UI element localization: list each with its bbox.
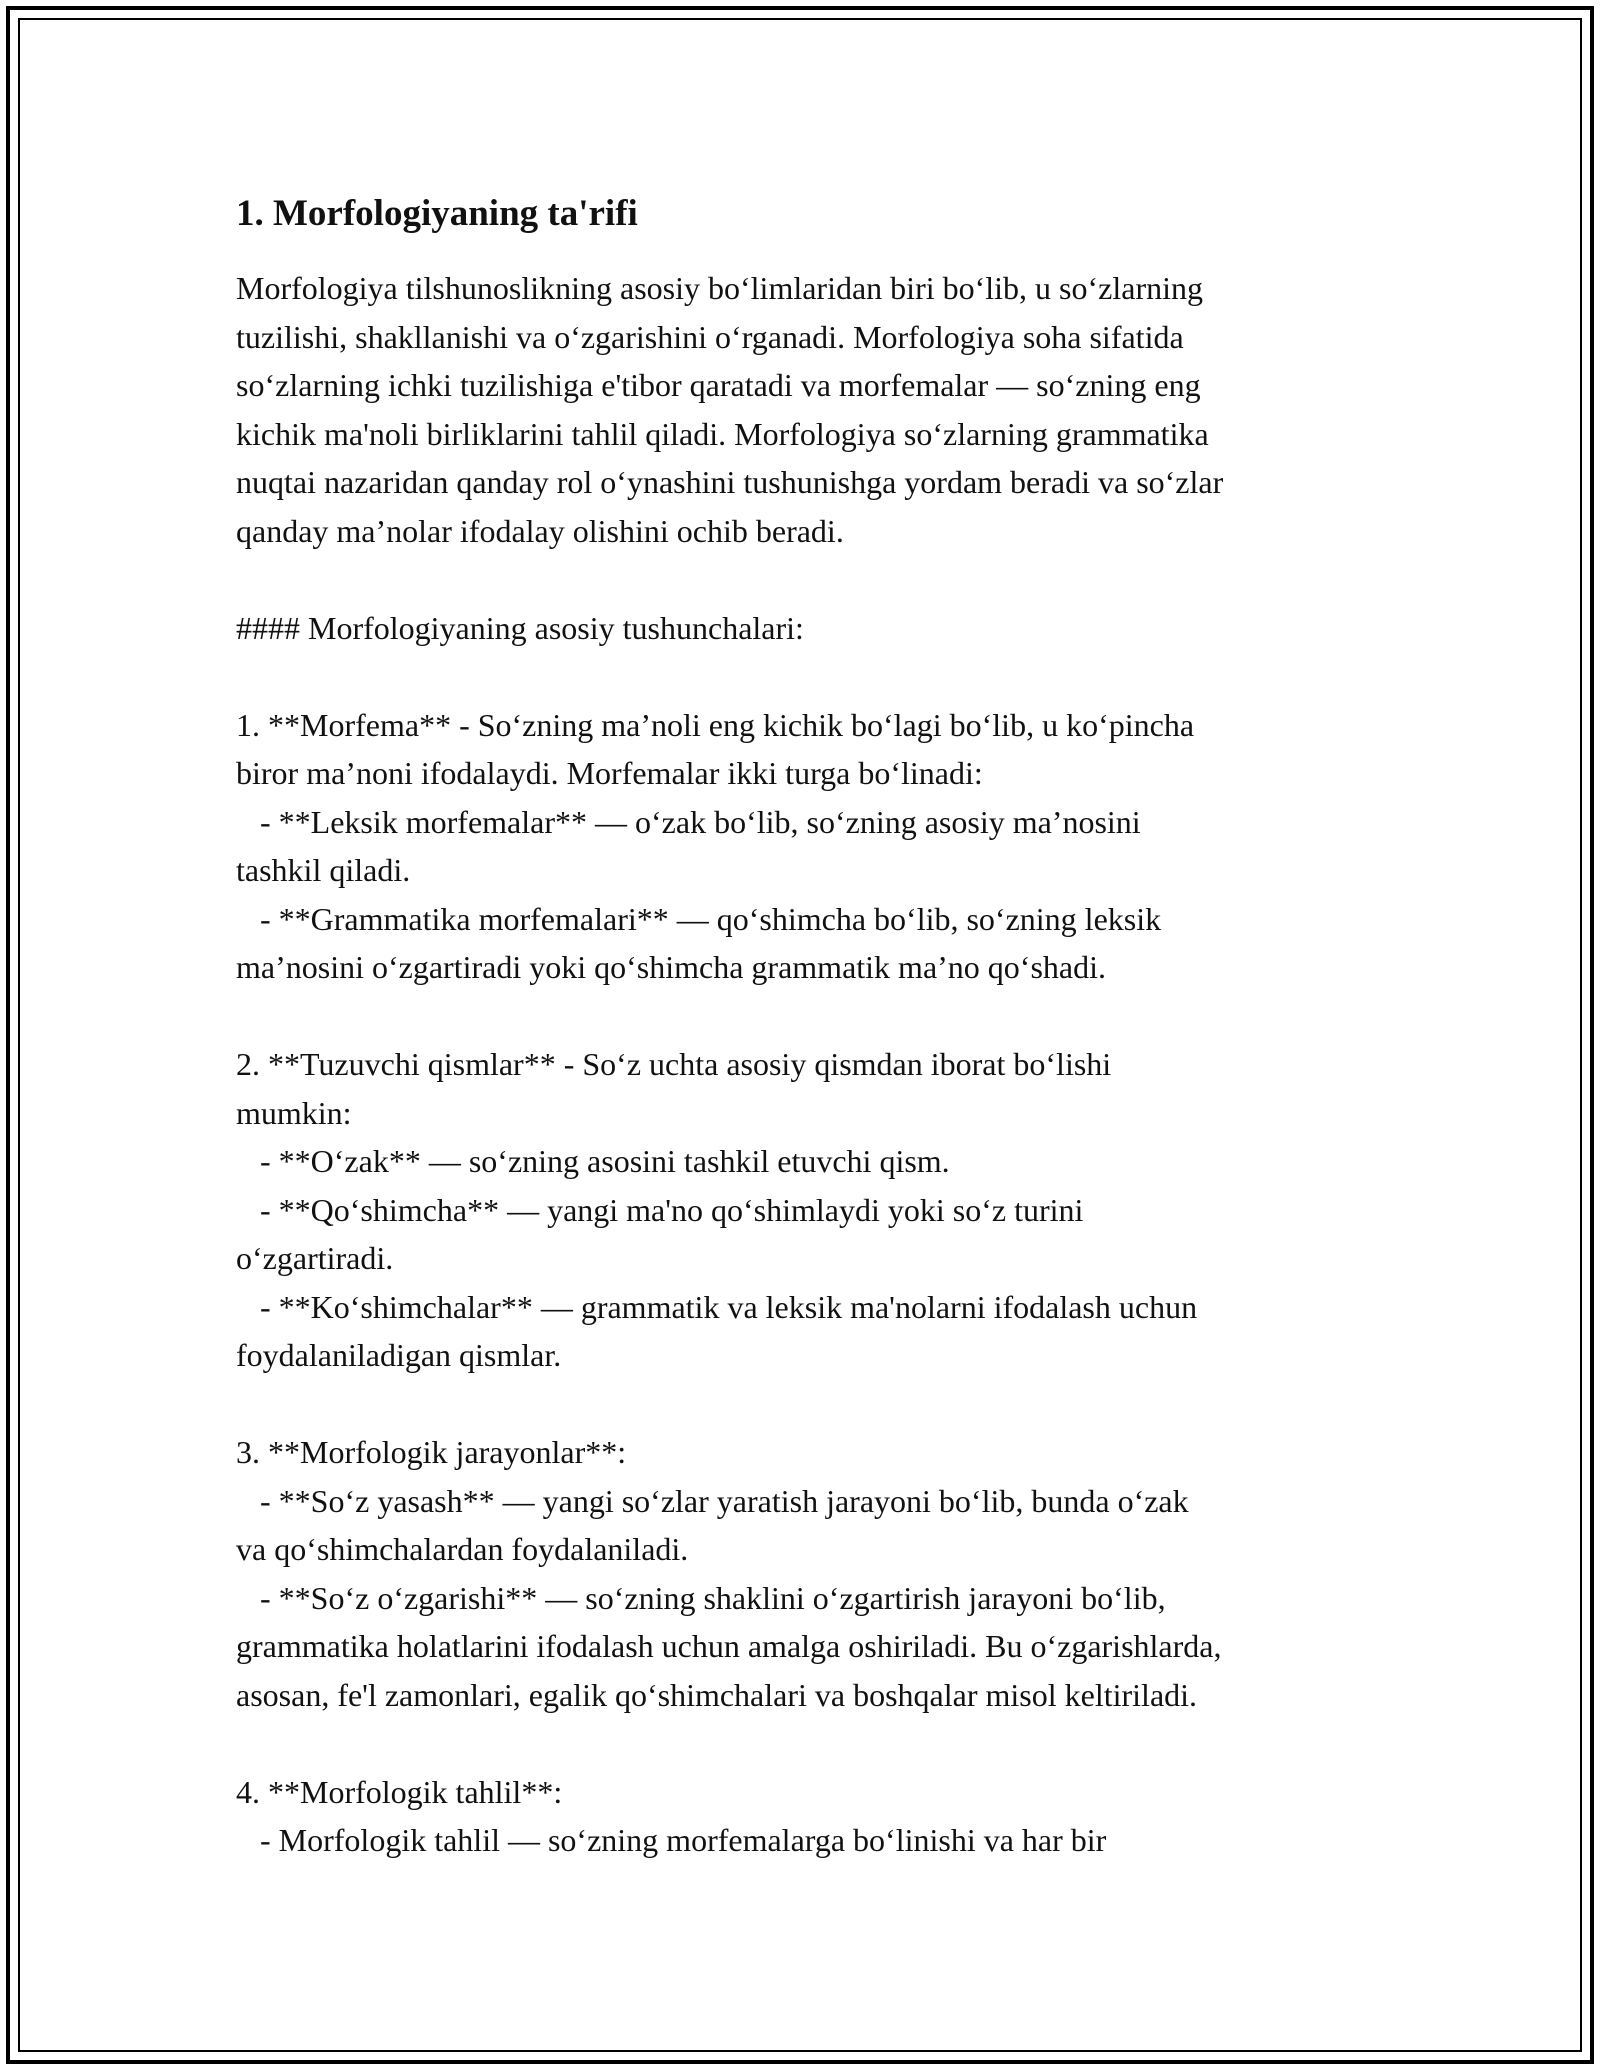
blank-line [236, 555, 1376, 604]
text-line: - **So‘z yasash** — yangi so‘zlar yaratish jarayoni bo‘lib, bunda o‘zak [236, 1482, 1189, 1519]
text-line: ma’nosini o‘zgartiradi yoki qo‘shimcha grammatik ma’no qo‘shadi. [236, 949, 1106, 985]
blank-line [236, 992, 1376, 1041]
blank-line [236, 652, 1376, 701]
document-body [236, 188, 1376, 1865]
text-line: so‘zlarning ichki tuzilishiga e'tibor qaratadi va morfemalar — so‘zning eng [236, 367, 1201, 403]
blank-line [236, 1719, 1376, 1768]
text-line: nuqtai nazaridan qanday rol o‘ynashini tushunishga yordam beradi va so‘zlar [236, 464, 1224, 500]
text-line: 2. **Tuzuvchi qismlar** - So‘z uchta asosiy qismdan iborat bo‘lishi [236, 1046, 1112, 1082]
section-title: 1. Morfologiyaning ta'rifi [236, 193, 638, 234]
text-line: o‘zgartiradi. [236, 1240, 394, 1276]
text-line: - **Ko‘shimchalar** — grammatik va leksik ma'nolarni ifodalash uchun [236, 1288, 1198, 1325]
text-line: - **Leksik morfemalar** — o‘zak bo‘lib, so‘zning asosiy ma’nosini [236, 803, 1141, 840]
text-line: va qo‘shimchalardan foydalaniladi. [236, 1531, 689, 1567]
text-line: - **Qo‘shimcha** — yangi ma'no qo‘shimlaydi yoki so‘z turini [236, 1191, 1084, 1228]
text-line: asosan, fe'l zamonlari, egalik qo‘shimchalari va boshqalar misol keltiriladi. [236, 1676, 1198, 1713]
text-line: tashkil qiladi. [236, 852, 411, 888]
text-line: qanday ma’nolar ifodalay olishini ochib beradi. [236, 512, 844, 549]
text-line: Morfologiya tilshunoslikning asosiy bo‘limlaridan biri bo‘lib, u so‘zlarning [236, 270, 1203, 306]
text-line: tuzilishi, shakllanishi va o‘zgarishini o‘rganadi. Morfologiya soha sifatida [236, 318, 1184, 355]
text-line: grammatika holatlarini ifodalash uchun amalga oshiriladi. Bu o‘zgarishlarda, [236, 1628, 1222, 1664]
text-line: 3. **Morfologik jarayonlar**: [236, 1434, 627, 1470]
text-line: mumkin: [236, 1094, 352, 1131]
text-line: - Morfologik tahlil — so‘zning morfemalarga bo‘linishi va har bir [236, 1822, 1107, 1858]
intro-paragraph [236, 264, 1376, 1865]
subheading: #### Morfologiyaning asosiy tushunchalari: [236, 609, 804, 646]
text-line: - **O‘zak** — so‘zning asosini tashkil etuvchi qism. [236, 1143, 950, 1179]
text-line: 1. **Morfema** - So‘zning ma’noli eng kichik bo‘lagi bo‘lib, u ko‘pincha [236, 706, 1195, 743]
text-line: kichik ma'noli birliklarini tahlil qiladi. Morfologiya so‘zlarning grammatika [236, 415, 1209, 452]
text-line: 4. **Morfologik tahlil**: [236, 1773, 563, 1810]
text-line: - **Grammatika morfemalari** — qo‘shimcha bo‘lib, so‘zning leksik [236, 900, 1162, 937]
text-line: foydalaniladigan qismlar. [236, 1337, 562, 1373]
blank-line [236, 1380, 1376, 1429]
text-line: biror ma’noni ifodalaydi. Morfemalar ikki turga bo‘linadi: [236, 755, 983, 791]
text-line: - **So‘z o‘zgarishi** — so‘zning shaklini o‘zgartirish jarayoni bo‘lib, [236, 1579, 1166, 1616]
